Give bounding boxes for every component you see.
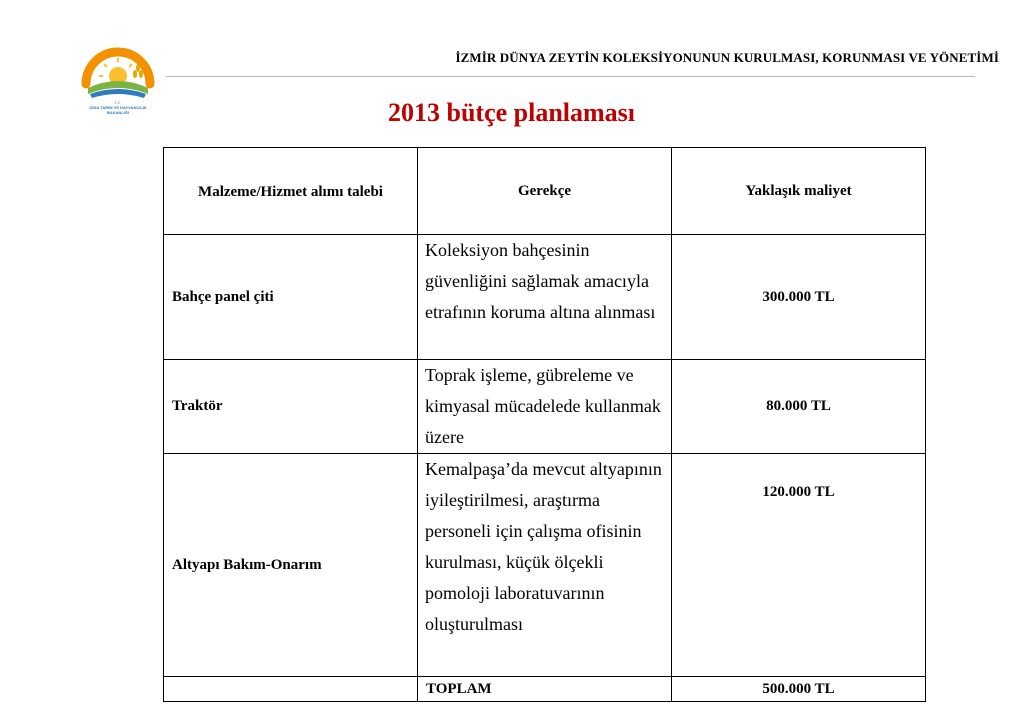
item-cell: Bahçe panel çiti [164,235,418,360]
table-header-row [164,148,926,235]
item-cell: Altyapı Bakım-Onarım [164,454,418,677]
budget-table [163,147,926,702]
item-cell: Traktör [164,360,418,454]
cost-cell: 120.000 TL [672,454,926,677]
total-label: TOPLAM [418,677,672,702]
column-header-cost: Yaklaşık maliyet [672,148,926,235]
cost-cell: 80.000 TL [672,360,926,454]
svg-text:GIDA TARIM VE HAYVANCILIK: GIDA TARIM VE HAYVANCILIK [89,105,147,110]
reason-cell: Kemalpaşa’da mevcut altyapının iyileştirilmesi, araştırma personeli için çalışma ofisinin kurulması, küçük ölçekli pomoloji laboratuvarının oluşturulması [418,454,672,677]
page-title: 2013 bütçe planlaması [387,98,636,127]
reason-cell: Toprak işleme, gübreleme ve kimyasal mücadelede kullanmak üzere [418,360,672,454]
header-title: İZMİR DÜNYA ZEYTİN KOLEKSİYONUNUN KURULMASI, KORUNMASI VE YÖNETİMİ [455,50,999,65]
svg-text:T.C.: T.C. [114,100,122,105]
column-header-reason: Gerekçe [418,148,672,235]
svg-text:BAKANLIĞI: BAKANLIĞI [106,110,130,115]
column-header-item: Malzeme/Hizmet alımı talebi [164,148,418,235]
table-row [164,454,926,677]
reason-cell: Koleksiyon bahçesinin güvenliğini sağlamak amacıyla etrafının koruma altına alınması [418,235,672,360]
cost-cell: 300.000 TL [672,235,926,360]
table-row [164,360,926,454]
table-total-row [164,677,926,702]
header-divider [166,76,975,77]
total-empty-cell [164,677,418,702]
table-row [164,235,926,360]
total-value: 500.000 TL [672,677,926,702]
